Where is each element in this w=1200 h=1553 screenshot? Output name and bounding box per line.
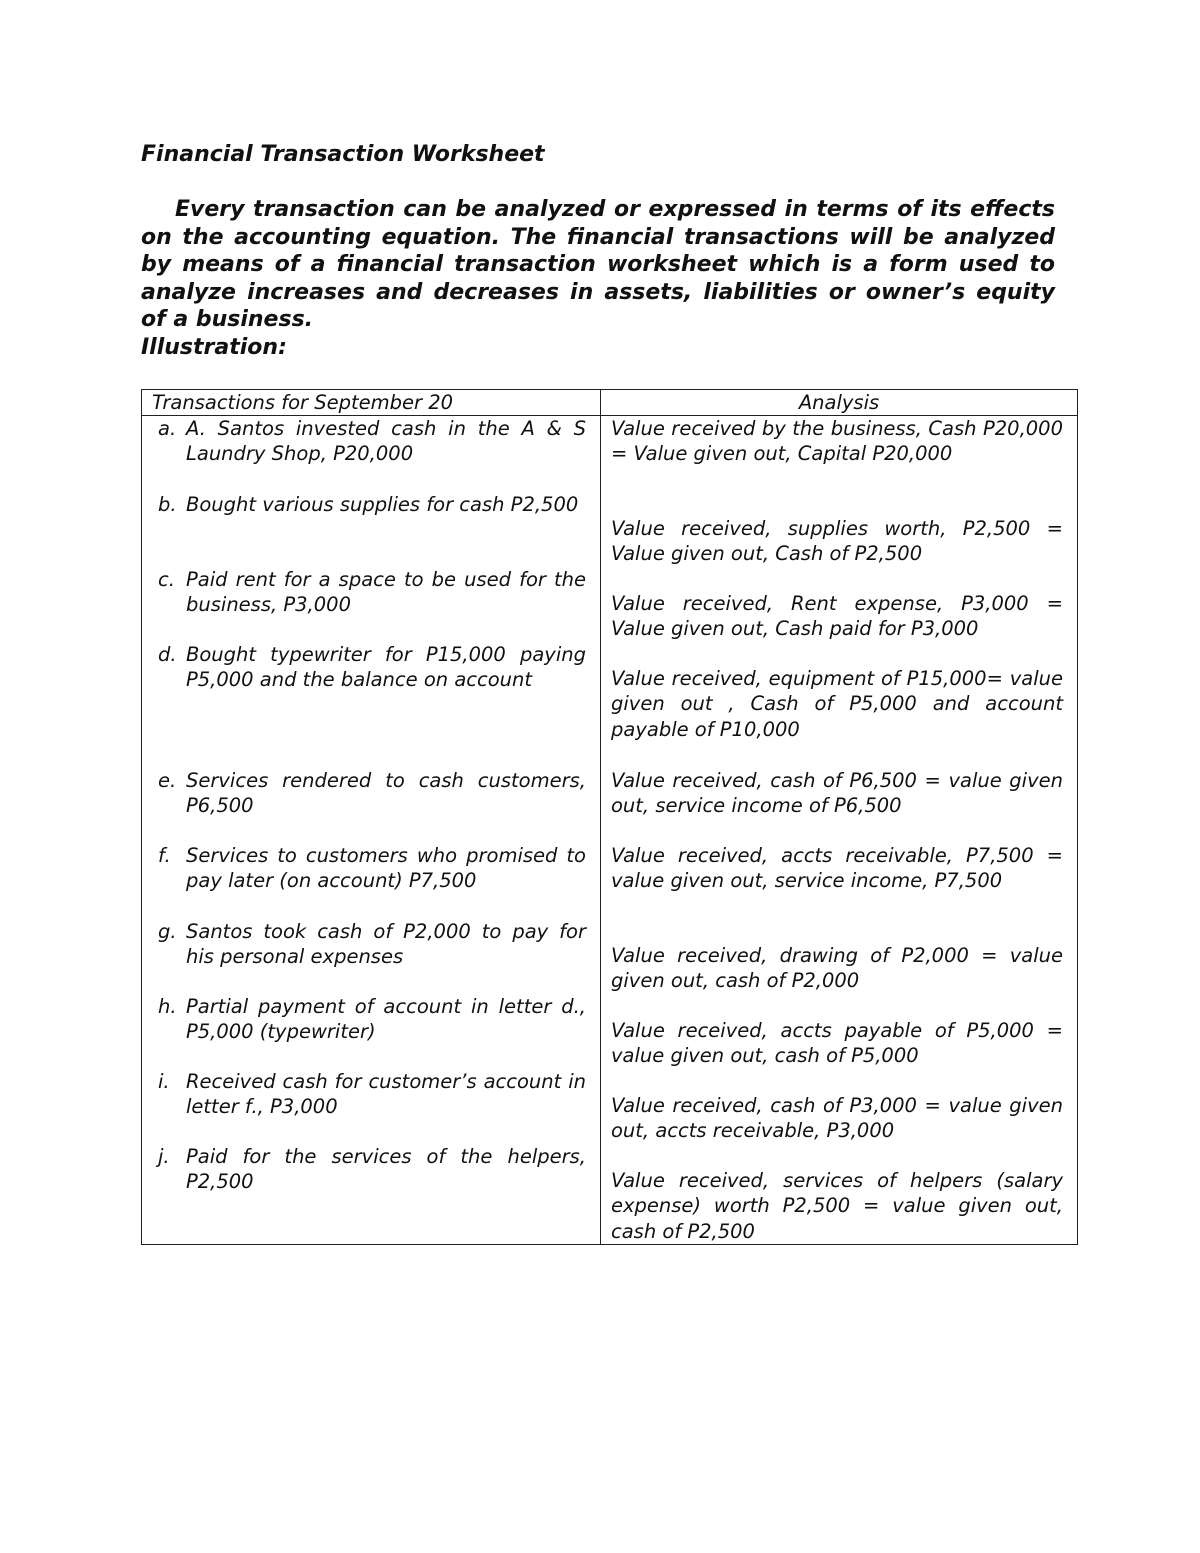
document-title: Financial Transaction Worksheet bbox=[141, 142, 545, 167]
transaction-item bbox=[158, 768, 586, 843]
transaction-item bbox=[158, 492, 586, 567]
transaction-letter: a. bbox=[158, 417, 177, 441]
transaction-item bbox=[158, 642, 586, 768]
table-body-row bbox=[142, 416, 1078, 1245]
transaction-text: Services rendered to cash customers, P6,500 bbox=[186, 769, 586, 818]
illustration-label: Illustration: bbox=[141, 335, 287, 360]
transactions-cell bbox=[142, 416, 601, 1245]
analysis-entry: Value received, drawing of P2,000 = value given out, cash of P2,000 bbox=[611, 944, 1063, 993]
analysis-entry: Value received, accts payable of P5,000 = value given out, cash of P5,000 bbox=[611, 1019, 1063, 1068]
analysis-entry: Value received, accts receivable, P7,500 = value given out, service income, P7,500 bbox=[611, 844, 1063, 893]
transaction-text: Bought various supplies for cash P2,500 bbox=[186, 493, 579, 517]
transaction-item bbox=[158, 416, 586, 492]
analysis-entry: Value received, equipment of P15,000= value given out , Cash of P5,000 and account payable of P10,000 bbox=[611, 667, 1063, 741]
transaction-text: Services to customers who promised to pay later (on account) P7,500 bbox=[186, 844, 586, 893]
transaction-letter: b. bbox=[158, 493, 177, 517]
transaction-text: Bought typewriter for P15,000 paying P5,000 and the balance on account bbox=[186, 643, 586, 692]
transaction-text: Received cash for customer’s account in letter f., P3,000 bbox=[186, 1070, 586, 1119]
transaction-text: Paid for the services of the helpers, P2,500 bbox=[186, 1145, 586, 1194]
transaction-item bbox=[158, 1069, 586, 1144]
transaction-item bbox=[158, 994, 586, 1069]
analysis-entry: Value received, cash of P3,000 = value given out, accts receivable, P3,000 bbox=[611, 1094, 1063, 1143]
transaction-item bbox=[158, 843, 586, 919]
transaction-letter: h. bbox=[158, 995, 177, 1019]
header-transactions: Transactions for September 20 bbox=[142, 390, 601, 416]
table-header-row bbox=[142, 390, 1078, 416]
analysis-entry: Value received by the business, Cash P20,000 = Value given out, Capital P20,000 bbox=[611, 417, 1063, 466]
transaction-item bbox=[158, 919, 586, 994]
transaction-letter: e. bbox=[158, 769, 177, 793]
transaction-letter: f. bbox=[158, 844, 171, 868]
transaction-text: Santos took cash of P2,000 to pay for his personal expenses bbox=[186, 920, 586, 969]
transaction-letter: g. bbox=[158, 920, 177, 944]
intro-paragraph: Every transaction can be analyzed or expressed in terms of its effects on the accounting equation. The financial transactions will be analyzed by means of a financial transaction worksheet which is a form used to analyze increases and decreases in assets, liabilities or owner’s equity of a business. bbox=[141, 197, 1055, 332]
transaction-letter: c. bbox=[158, 568, 175, 592]
transaction-text: Paid rent for a space to be used for the business, P3,000 bbox=[186, 568, 586, 617]
transaction-item bbox=[158, 567, 586, 642]
transaction-item bbox=[158, 1144, 586, 1244]
analysis-entry: Value received, cash of P6,500 = value given out, service income of P6,500 bbox=[611, 769, 1063, 818]
transaction-text: A. Santos invested cash in the A & S Laundry Shop, P20,000 bbox=[186, 417, 586, 466]
analysis-entry: Value received, supplies worth, P2,500 = Value given out, Cash of P2,500 bbox=[611, 517, 1063, 566]
header-analysis: Analysis bbox=[601, 390, 1078, 416]
transaction-worksheet-table bbox=[141, 389, 1078, 1245]
transaction-text: Partial payment of account in letter d., P5,000 (typewriter) bbox=[186, 995, 586, 1044]
analysis-entry: Value received, services of helpers (salary expense) worth P2,500 = value given out, cash of P2,500 bbox=[611, 1169, 1063, 1243]
analysis-cell bbox=[601, 416, 1078, 1245]
transaction-letter: i. bbox=[158, 1070, 170, 1094]
transaction-letter: j. bbox=[158, 1145, 170, 1169]
analysis-entry: Value received, Rent expense, P3,000 = Value given out, Cash paid for P3,000 bbox=[611, 592, 1063, 641]
transaction-letter: d. bbox=[158, 643, 177, 667]
